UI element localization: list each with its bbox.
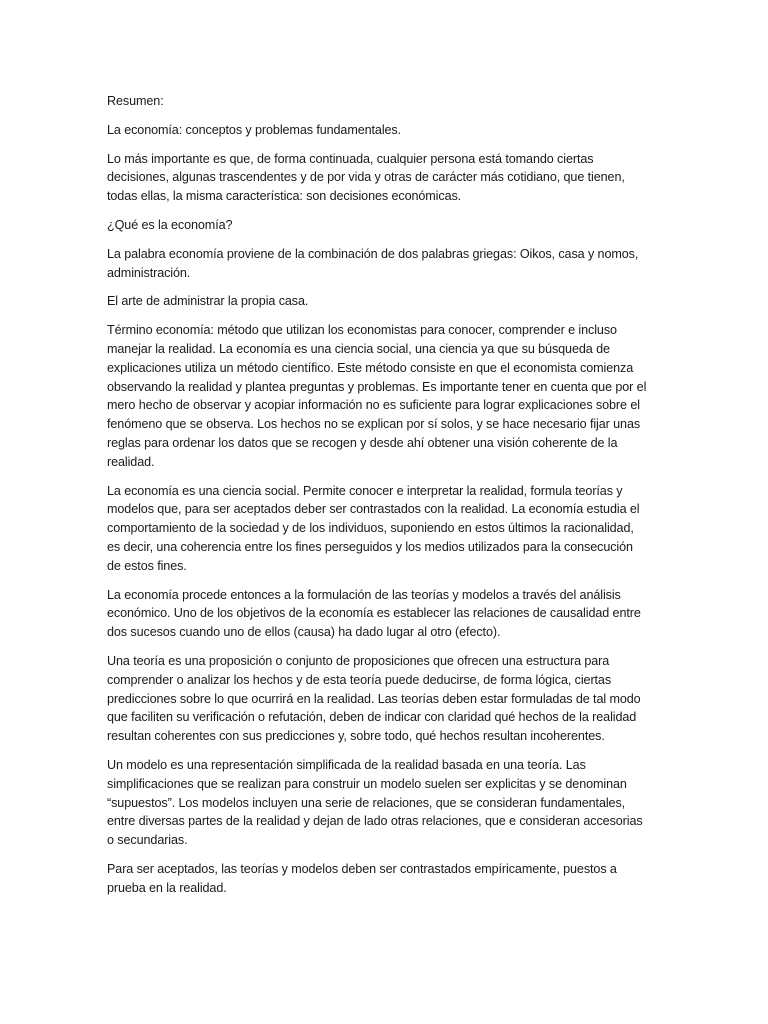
paragraph-model: Un modelo es una representación simplificada de la realidad basada en una teoría. Las simplificaciones que se realizan para construir un modelo suelen ser explicitas y se denominan “supuestos”. Los modelos incluyen una serie de relaciones, que se consideran fundamentales, entre diversas partes de la realidad y dejan de lado otras relaciones, que e consideran accesorias o secundarias.	[107, 757, 643, 848]
paragraph-theory: Una teoría es una proposición o conjunto de proposiciones que ofrecen una estructura para comprender o analizar los hechos y de esta teoría puede deducirse, de forma lógica, ciertas predicciones sobre lo que ocurrirá en la realidad. Las teorías deben estar formuladas de tal modo que faciliten su verificación o refutación, deben de indicar con claridad qué hechos de la realidad resultan coherentes con sus predicciones y, sobre todo, qué hechos resultan incoherentes.	[107, 653, 641, 744]
summary-label: Resumen:	[107, 94, 164, 108]
section-question: ¿Qué es la economía?	[107, 217, 233, 232]
paragraph-social-science: La economía es una ciencia social. Permite conocer e interpretar la realidad, formula teorías y modelos que, para ser aceptados deber ser contrastados con la realidad. La economía estudia el comportamiento de la sociedad y de los individuos, suponiendo en estos últimos la racionalidad, es decir, una coherencia entre los fines perseguidos y los medios utilizados para la consecución de estos fines.	[107, 483, 640, 573]
paragraph-contrast: Para ser aceptados, las teorías y modelos deben ser contrastados empíricamente, puestos a prueba en la realidad.	[107, 861, 617, 895]
document-body	[107, 92, 647, 907]
paragraph-method: Término economía: método que utilizan los economistas para conocer, comprender e incluso manejar la realidad. La economía es una ciencia social, una ciencia ya que su búsqueda de explicaciones utiliza un método científico. Este método consiste en que el economista comienza observando la realidad y plantea preguntas y problemas. Es importante tener en cuenta que por el mero hecho de observar y acopiar información no es suficiente para lograr explicaciones sobre el fenómeno que se observa. Los hechos no se explican por sí solos, y se hace necesario fijar unas reglas para ordenar los datos que se recogen y desde ahí obtener una visión coherente de la realidad.	[107, 323, 647, 469]
paragraph-etymology: La palabra economía proviene de la combinación de dos palabras griegas: Oikos, casa y nomos, administración.	[107, 246, 639, 280]
paragraph-analysis: La economía procede entonces a la formulación de las teorías y modelos a través del análisis económico. Uno de los objetivos de la economía es establecer las relaciones de causalidad entre dos sucesos cuando uno de ellos (causa) ha dado lugar al otro (efecto).	[107, 587, 641, 640]
paragraph-intro: Lo más importante es que, de forma continuada, cualquier persona está tomando ciertas decisiones, algunas trascendentes y de por vida y otras de carácter más cotidiano, que tienen, todas ellas, la misma característica: son decisiones económicas.	[107, 151, 625, 204]
paragraph-definition: El arte de administrar la propia casa.	[107, 294, 309, 309]
document-title: La economía: conceptos y problemas fundamentales.	[107, 122, 402, 137]
